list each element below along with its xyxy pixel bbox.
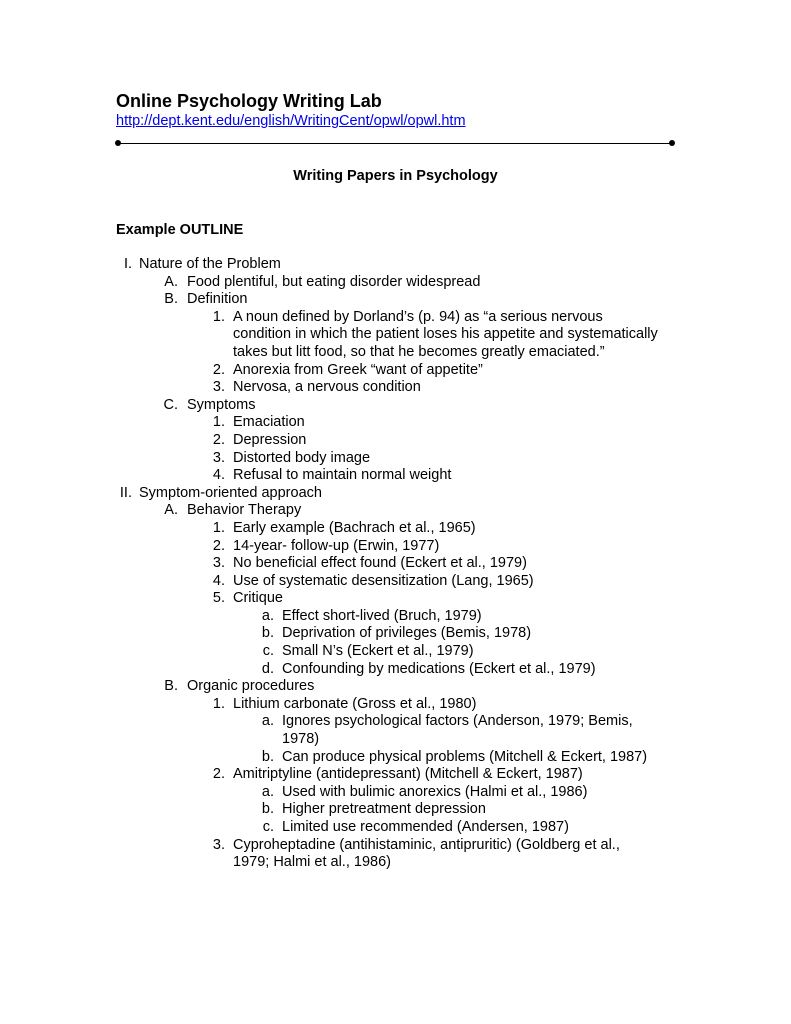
outline-item — [0, 432, 791, 450]
outline-item — [0, 749, 791, 767]
outline-item-number: 3. — [212, 836, 225, 853]
outline-item-text: Confounding by medications (Eckert et al., 1979) — [282, 660, 596, 677]
outline-item — [0, 819, 791, 837]
outline-item — [0, 854, 791, 872]
outline-item — [0, 291, 791, 309]
outline-item-text: takes but litt food, so that he becomes greatly emaciated.” — [233, 343, 605, 360]
outline-item-text: 14-year- follow-up (Erwin, 1977) — [233, 537, 440, 554]
outline-item-number: 4. — [212, 572, 225, 589]
outline-item-number: d. — [261, 660, 274, 677]
outline-item — [0, 362, 791, 380]
outline-item — [0, 661, 791, 679]
outline-item-number: b. — [261, 625, 274, 642]
outline-item-text: A noun defined by Dorland’s (p. 94) as “a serious nervous — [233, 308, 603, 325]
outline-item — [0, 256, 791, 274]
outline-item-text: No beneficial effect found (Eckert et al., 1979) — [233, 555, 527, 572]
outline-item-number: 3. — [212, 555, 225, 572]
outline-label: Example OUTLINE — [116, 222, 244, 238]
outline-item — [0, 713, 791, 731]
outline-item-text: Lithium carbonate (Gross et al., 1980) — [233, 695, 477, 712]
outline-item-text: Small N’s (Eckert et al., 1979) — [282, 643, 474, 660]
outline-item-number: b. — [261, 748, 274, 765]
outline-item-number: 1. — [212, 414, 225, 431]
outline-item-number — [0, 854, 225, 872]
outline-item — [0, 502, 791, 520]
outline-item — [0, 766, 791, 784]
outline-item-number: c. — [262, 819, 274, 835]
outline-item-text: 1978) — [282, 731, 320, 748]
outline-item — [0, 801, 791, 819]
outline-item-text: Symptom-oriented approach — [139, 484, 322, 501]
outline-item-text: Cyproheptadine (antihistaminic, antipruritic) (Goldberg et al., — [233, 836, 620, 853]
outline-item-number — [0, 326, 225, 344]
outline-item-number: 1. — [212, 519, 225, 536]
outline-item — [0, 467, 791, 485]
outline-item-text: Refusal to maintain normal weight — [233, 467, 452, 484]
source-link[interactable]: http://dept.kent.edu/english/WritingCent/opwl/opwl.htm — [116, 113, 466, 129]
outline-item-number: 1. — [212, 695, 225, 712]
outline-item — [0, 326, 791, 344]
outline-item-text: condition in which the patient loses his appetite and systematically — [233, 326, 658, 343]
outline-item-number: II. — [119, 484, 132, 501]
outline-item-number: A. — [164, 273, 178, 290]
outline-item — [0, 837, 791, 855]
outline-item — [0, 608, 791, 626]
rule-right-dot — [669, 140, 675, 146]
outline-item-text: Critique — [233, 590, 283, 607]
outline-item — [0, 573, 791, 591]
outline-item-text: Ignores psychological factors (Anderson, 1979; Bemis, — [282, 713, 633, 730]
outline-item-number: 2. — [212, 431, 225, 448]
outline-item-number — [0, 344, 225, 362]
outline-item-text: Effect short-lived (Bruch, 1979) — [282, 607, 482, 624]
outline-item — [0, 379, 791, 397]
outline-item — [0, 414, 791, 432]
outline-item — [0, 784, 791, 802]
outline-item-number: 3. — [212, 449, 225, 466]
outline-item-number: 2. — [212, 766, 225, 783]
outline-item — [0, 696, 791, 714]
outline-item-number: 3. — [212, 379, 225, 396]
outline-item — [0, 625, 791, 643]
outline-item-number: a. — [261, 607, 274, 624]
outline-item-text: Use of systematic desensitization (Lang, 1965) — [233, 572, 534, 589]
outline-item — [0, 643, 791, 661]
outline-item — [0, 344, 791, 362]
outline-item-text: Used with bulimic anorexics (Halmi et al., 1986) — [282, 783, 588, 800]
outline-item-number — [0, 731, 274, 749]
outline-item — [0, 590, 791, 608]
outline-item-text: Symptoms — [187, 396, 256, 413]
outline-item-text: Food plentiful, but eating disorder widespread — [187, 273, 481, 290]
outline-item — [0, 450, 791, 468]
outline-item-number: B. — [164, 678, 178, 695]
outline-item — [0, 309, 791, 327]
outline-item-text: Early example (Bachrach et al., 1965) — [233, 519, 476, 536]
outline-item-number: c. — [262, 643, 274, 660]
outline-item-number: 4. — [212, 467, 225, 484]
outline-item-text: Organic procedures — [187, 678, 315, 695]
outline-item — [0, 731, 791, 749]
outline-list — [0, 256, 791, 872]
outline-item-number: b. — [261, 801, 274, 818]
outline-item-number: A. — [164, 502, 178, 519]
page-title: Online Psychology Writing Lab — [116, 91, 382, 111]
outline-item — [0, 485, 791, 503]
outline-item-text: Higher pretreatment depression — [282, 801, 486, 818]
outline-item-number: 5. — [212, 590, 225, 607]
outline-item-number: I. — [123, 256, 132, 272]
outline-item-number: 2. — [212, 361, 225, 378]
outline-item-number: C. — [163, 396, 178, 413]
outline-item-number: 2. — [212, 537, 225, 554]
outline-item-text: Deprivation of privileges (Bemis, 1978) — [282, 625, 532, 642]
outline-item-number: 1. — [212, 308, 225, 325]
outline-item-number: a. — [261, 713, 274, 730]
outline-item-text: Can produce physical problems (Mitchell & Eckert, 1987) — [282, 748, 648, 765]
outline-item-text: Depression — [233, 431, 307, 448]
outline-item-text: Nature of the Problem — [139, 256, 281, 272]
horizontal-rule — [118, 143, 672, 144]
outline-item — [0, 274, 791, 292]
outline-item-text: Distorted body image — [233, 449, 371, 466]
outline-item-text: Anorexia from Greek “want of appetite” — [233, 361, 483, 378]
outline-item-text: Nervosa, a nervous condition — [233, 379, 421, 396]
outline-item-text: Emaciation — [233, 414, 305, 431]
outline-item-text: Limited use recommended (Andersen, 1987) — [282, 819, 569, 835]
outline-item — [0, 397, 791, 415]
document-heading: Writing Papers in Psychology — [293, 168, 498, 184]
outline-item-text: 1979; Halmi et al., 1986) — [233, 854, 391, 871]
outline-item-number: a. — [261, 783, 274, 800]
outline-item — [0, 520, 791, 538]
outline-item-number: B. — [164, 291, 178, 308]
outline-item — [0, 538, 791, 556]
outline-item — [0, 555, 791, 573]
outline-item-text: Behavior Therapy — [187, 502, 302, 519]
outline-item — [0, 678, 791, 696]
outline-item-text: Amitriptyline (antidepressant) (Mitchell & Eckert, 1987) — [233, 766, 583, 783]
outline-item-text: Definition — [187, 291, 248, 308]
